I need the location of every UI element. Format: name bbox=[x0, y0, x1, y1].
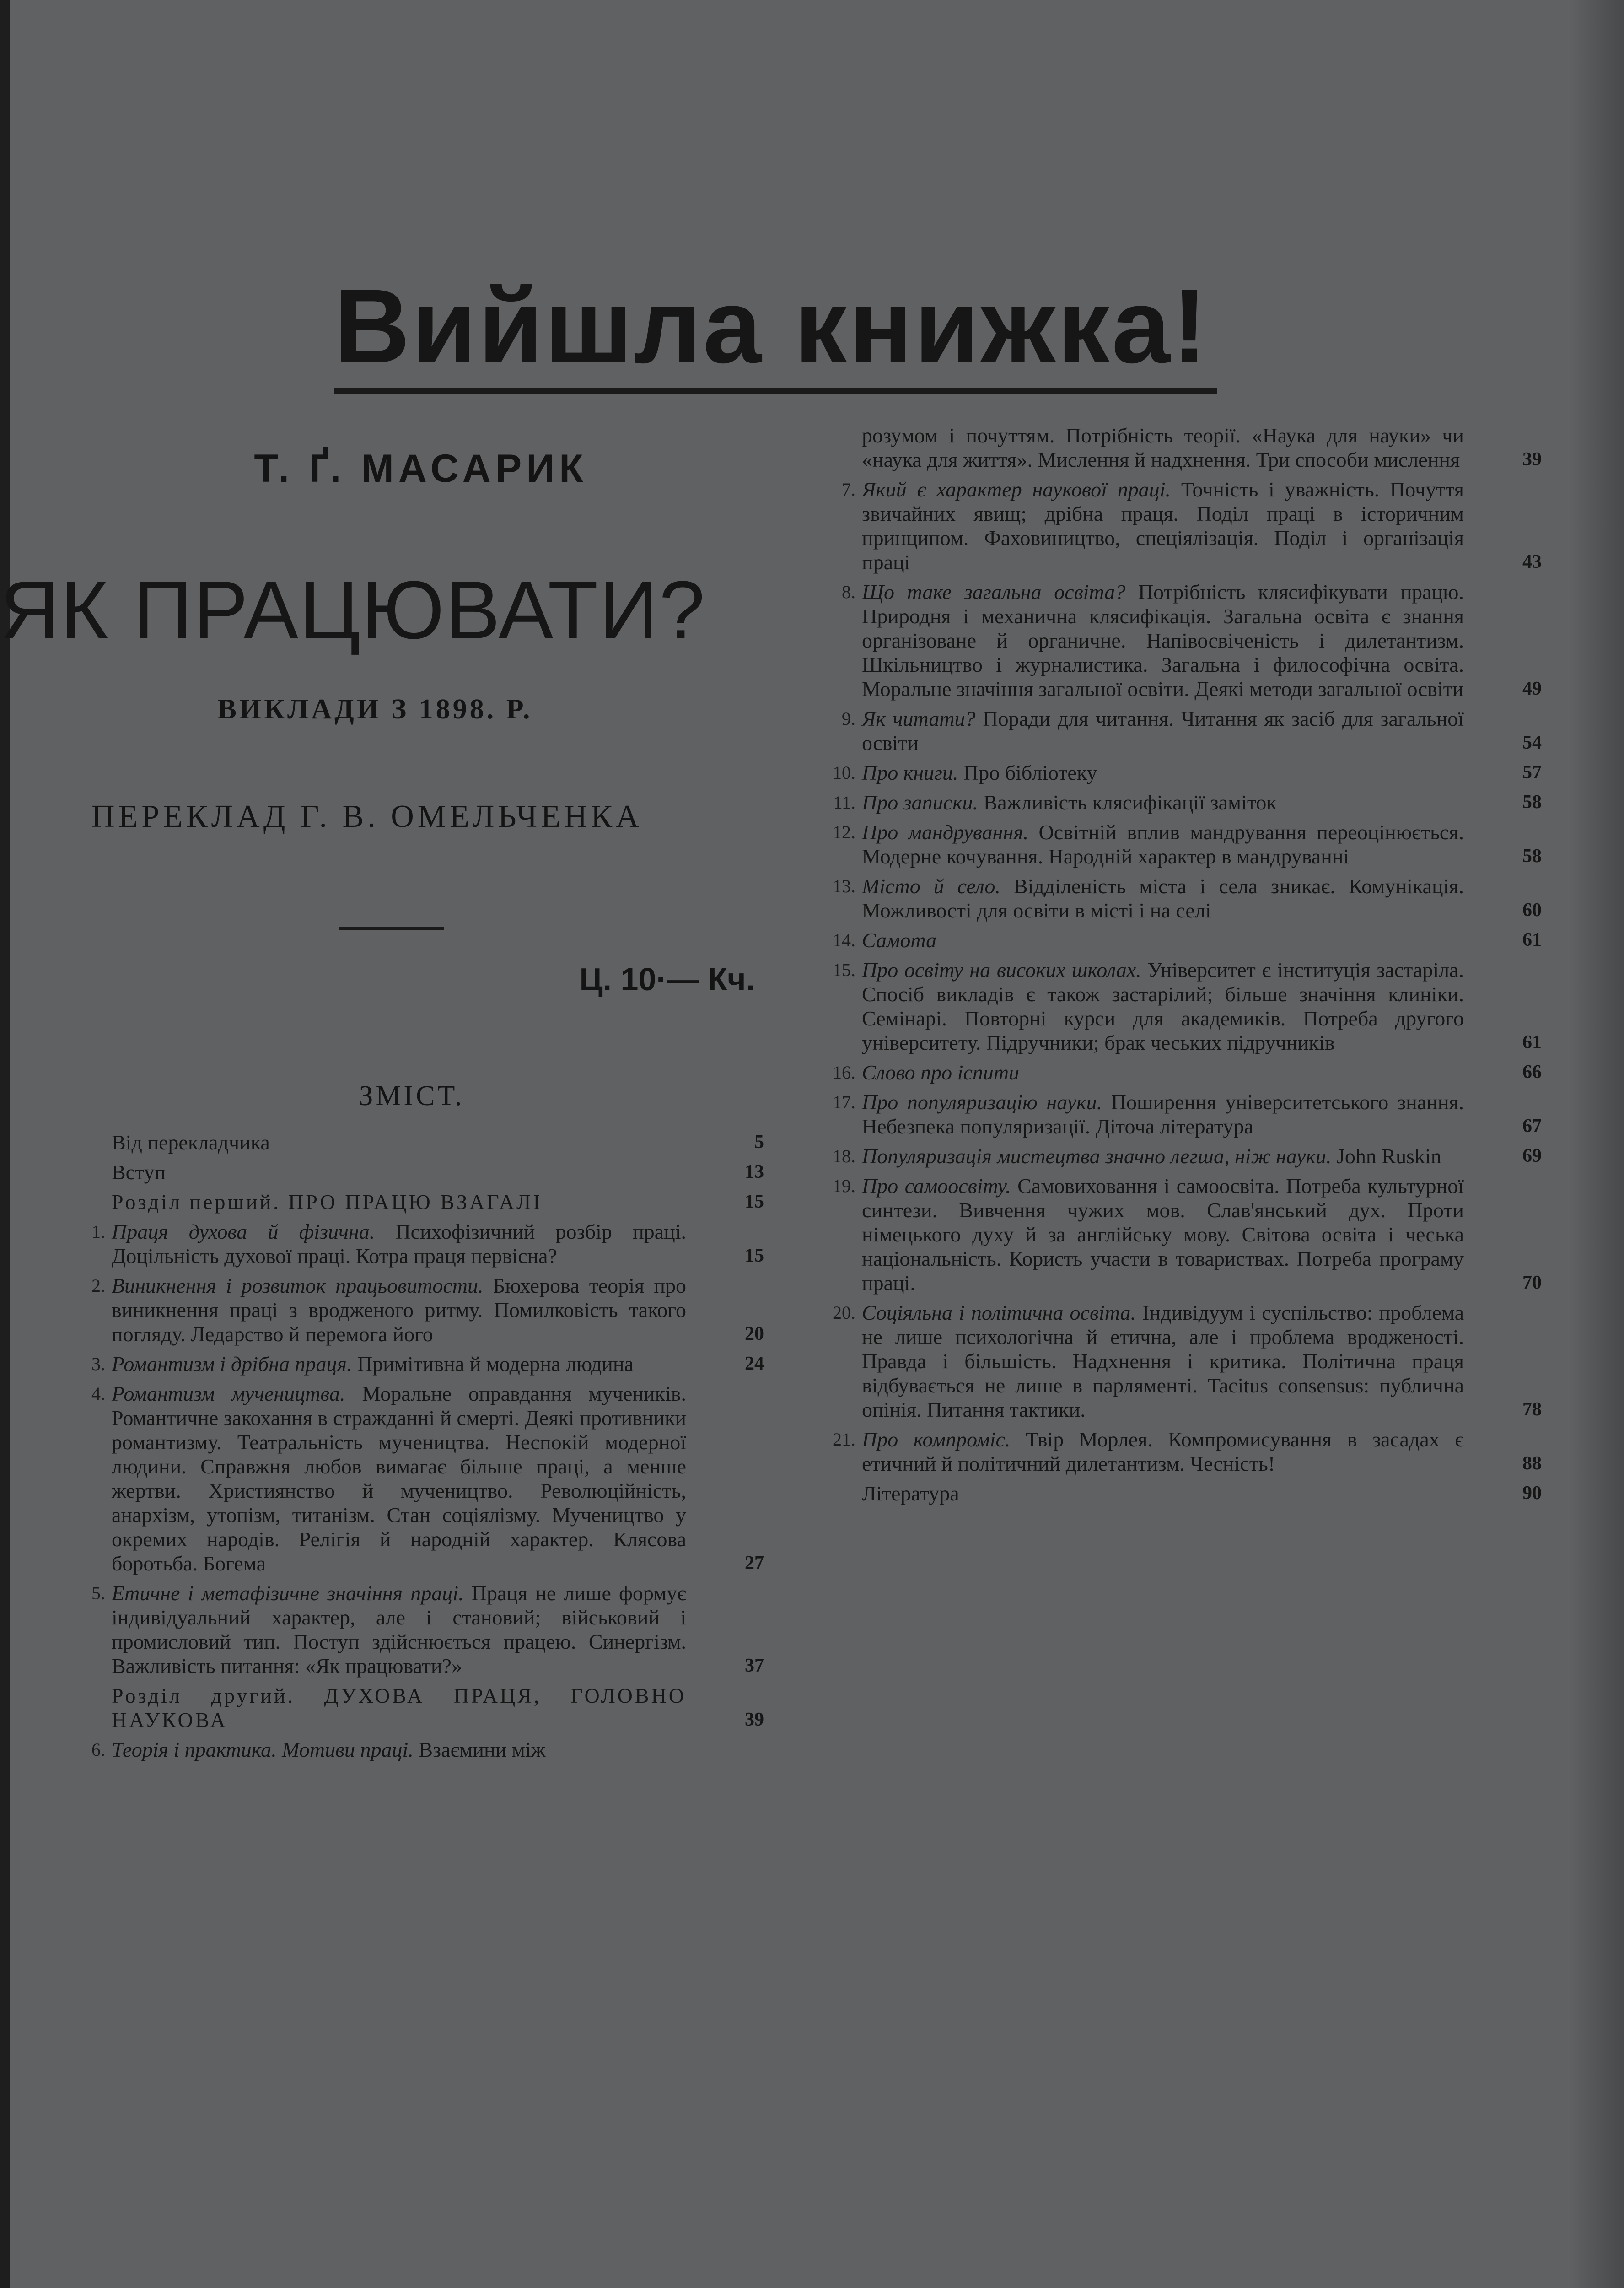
toc-entry-description: Відділеність міста і села зникає. Комунікація. Можливості для освіти в місті і на селі bbox=[862, 874, 1464, 922]
toc-entry-description: Праця не лише формує індивідуальний характер, але і становий; військовий і промисловий тип. Поступ здійснюється працею. Синергізм. Важливість питання: «Як працювати?» bbox=[112, 1581, 686, 1678]
toc-page-number: 69 bbox=[1522, 1145, 1542, 1166]
toc-entry bbox=[828, 820, 1542, 869]
toc-page-number: 88 bbox=[1522, 1453, 1542, 1474]
binding-edge bbox=[0, 0, 10, 2288]
toc-entry-title: Про популяризацію науки. bbox=[862, 1090, 1102, 1114]
toc-entry-number: 4. bbox=[91, 1383, 105, 1404]
toc-entry bbox=[78, 1352, 764, 1376]
toc-entry-description: Освітній вплив мандрування переоцінюється. Модерне кочування. Народній характер в мандруванні bbox=[862, 820, 1464, 868]
toc-entry-title: Романтизм і дрібна праця. bbox=[112, 1352, 352, 1376]
toc-entry-text bbox=[862, 928, 1464, 952]
book-title: ЯК ПРАЦЮВАТИ? bbox=[0, 564, 706, 656]
toc-entry-number: 1. bbox=[91, 1221, 105, 1242]
toc-entry-text bbox=[862, 1144, 1464, 1168]
toc-entry-title: Який є характер наукової праці. bbox=[862, 478, 1171, 501]
toc-entry-text bbox=[112, 1130, 686, 1155]
toc-entry-number: 6. bbox=[91, 1739, 105, 1760]
headline-rule bbox=[334, 388, 1217, 394]
toc-entry-number: 7. bbox=[842, 479, 855, 500]
toc-entry-description: Точність і уважність. Почуття звичайних явищ; дрібна праця. Поділ праці в історичним принципом. Фаховиництво, спеціялізація. Поділ і організація праці bbox=[862, 478, 1464, 574]
toc-page-number: 49 bbox=[1522, 678, 1542, 699]
toc-entry-text bbox=[862, 1174, 1464, 1295]
toc-entry bbox=[78, 1684, 764, 1732]
toc-entry-number: 10. bbox=[833, 762, 855, 783]
toc-page-number: 37 bbox=[745, 1655, 764, 1676]
toc-entry-text bbox=[862, 477, 1464, 574]
toc-entry-title: Місто й село. bbox=[862, 874, 1000, 898]
toc-entry-text bbox=[112, 1160, 686, 1184]
toc-page-number: 54 bbox=[1522, 732, 1542, 753]
toc-entry-text bbox=[112, 1581, 686, 1678]
toc-entry bbox=[828, 1144, 1542, 1168]
toc-entry bbox=[78, 1274, 764, 1346]
toc-entry-title: Як читати? bbox=[862, 707, 976, 730]
toc-page-number: 57 bbox=[1522, 762, 1542, 783]
toc-entry bbox=[78, 1381, 764, 1576]
toc-page-number: 67 bbox=[1522, 1116, 1542, 1137]
toc-entry-title: Слово про іспити bbox=[862, 1061, 1020, 1084]
toc-entry-description: Бюхерова теорія про виникнення праці з вродженого ритму. Помилковість такого погляду. Ледарство й перемога його bbox=[112, 1274, 687, 1346]
toc-entry-description: Розділ другий. ДУХОВА ПРАЦЯ, ГОЛОВНО НАУКОВА bbox=[112, 1684, 686, 1732]
toc-entry-title: Етичне і метафізичне значіння праці. bbox=[112, 1581, 464, 1605]
toc-entry-text bbox=[862, 1090, 1464, 1139]
toc-entry-title: Праця духова й фізична. bbox=[112, 1220, 375, 1243]
toc-entry-title: Самота bbox=[862, 928, 937, 952]
translation-credit: ПЕРЕКЛАД Г. В. ОМЕЛЬЧЕНКА bbox=[91, 799, 643, 834]
toc-entry bbox=[828, 958, 1542, 1055]
toc-page-number: 15 bbox=[745, 1191, 764, 1212]
toc-entry-description: Індивідуум і суспільство: проблема не лише психологічна й етична, але і проблема вродженості. Правда і більшість. Надхнення і критика. Політична праця відбувається не лише в парляменті. Tacitus consensus: публична опінія. Питання тактики. bbox=[862, 1301, 1464, 1421]
toc-page-number: 61 bbox=[1522, 929, 1542, 950]
toc-page-number: 58 bbox=[1522, 792, 1542, 813]
headline: Вийшла книжка! bbox=[334, 267, 1209, 385]
toc-entry-title: Про записки. bbox=[862, 791, 979, 814]
toc-page-number: 5 bbox=[754, 1132, 764, 1153]
toc-entry-text bbox=[112, 1190, 686, 1214]
toc-entry bbox=[828, 707, 1542, 755]
toc-entry-description: Важливість клясифікації заміток bbox=[983, 791, 1277, 814]
toc-entry-description: Взаємини між bbox=[419, 1738, 546, 1761]
toc-entry-text bbox=[862, 790, 1464, 815]
page-shadow bbox=[1569, 0, 1624, 2288]
toc-entry-description: Поширення університетського знання. Небезпека популяризації. Діточа література bbox=[862, 1090, 1464, 1138]
toc-entry-text bbox=[112, 1274, 686, 1346]
toc-entry bbox=[828, 1090, 1542, 1139]
toc-entry-number: 14. bbox=[833, 930, 855, 950]
toc-entry bbox=[828, 580, 1542, 701]
toc-entry-text bbox=[112, 1738, 686, 1762]
toc-entry-title: Про освіту на високих школах. bbox=[862, 958, 1141, 982]
toc-entry-text bbox=[862, 1300, 1464, 1422]
toc-entry-number: 15. bbox=[833, 960, 855, 980]
table-of-contents-left bbox=[78, 1130, 764, 1767]
toc-entry-title: Про компроміс. bbox=[862, 1428, 1011, 1451]
toc-entry bbox=[828, 874, 1542, 923]
toc-page-number: 60 bbox=[1522, 900, 1542, 921]
toc-entry-title: Що таке загальна освіта? bbox=[862, 580, 1126, 604]
toc-page-number: 70 bbox=[1522, 1272, 1542, 1293]
toc-page-number: 58 bbox=[1522, 846, 1542, 867]
toc-entry-description: Вступ bbox=[112, 1160, 166, 1184]
toc-page-number: 61 bbox=[1522, 1032, 1542, 1053]
toc-entry-title: Про книги. bbox=[862, 761, 958, 784]
toc-entry-number: 8. bbox=[842, 582, 855, 602]
table-of-contents-right bbox=[828, 423, 1542, 1511]
toc-entry-number: 19. bbox=[833, 1176, 855, 1196]
toc-entry bbox=[828, 1060, 1542, 1085]
toc-page-number: 78 bbox=[1522, 1399, 1542, 1420]
toc-page-number: 39 bbox=[1522, 449, 1542, 470]
toc-entry-text bbox=[862, 1060, 1464, 1085]
author-name: Т. Ґ. МАСАРИК bbox=[254, 447, 588, 491]
divider-rule bbox=[339, 927, 444, 930]
toc-entry-text bbox=[862, 707, 1464, 755]
toc-entry-text bbox=[862, 1427, 1464, 1476]
toc-page-number: 20 bbox=[745, 1323, 764, 1344]
toc-page-number: 90 bbox=[1522, 1483, 1542, 1504]
price: Ц. 10·— Кч. bbox=[579, 961, 755, 997]
toc-entry-number: 18. bbox=[833, 1146, 855, 1166]
toc-entry-title: Теорія і практика. Мотиви праці. bbox=[112, 1738, 414, 1761]
toc-page-number: 27 bbox=[745, 1553, 764, 1574]
toc-entry-text bbox=[862, 1481, 1464, 1506]
toc-entry-number: 16. bbox=[833, 1062, 855, 1083]
toc-entry-description: Примітивна й модерна людина bbox=[357, 1352, 634, 1376]
toc-entry-description: Література bbox=[862, 1482, 959, 1505]
toc-entry-number: 5. bbox=[91, 1583, 105, 1603]
toc-entry bbox=[828, 1481, 1542, 1506]
toc-entry-text bbox=[862, 958, 1464, 1055]
toc-entry-number: 20. bbox=[833, 1302, 855, 1323]
lectures-subtitle: ВИКЛАДИ З 1898. Р. bbox=[217, 694, 533, 725]
toc-entry-description: Психофізичний розбір праці. Доцільність духової праці. Котра праця первісна? bbox=[112, 1220, 686, 1268]
toc-entry-description: Твір Морлея. Компромисування в засадах є етичний й політичний дилетантизм. Чесність! bbox=[862, 1428, 1464, 1475]
toc-entry-description: Потрібність клясифікувати працю. Природня і механична клясифікація. Загальна освіта є знання організоване й органичне. Напівосвіченість і дилетантизм. Шкільництво і журналистика. Загальна і философічна освіта. Моральне значіння загальної освіти. Деякі методи загальної освіти bbox=[862, 580, 1464, 701]
toc-entry-text bbox=[112, 1381, 686, 1576]
toc-entry bbox=[78, 1581, 764, 1678]
toc-entry bbox=[828, 1300, 1542, 1422]
toc-entry-number: 17. bbox=[833, 1092, 855, 1112]
toc-entry bbox=[78, 1190, 764, 1214]
toc-entry-number: 13. bbox=[833, 876, 855, 896]
toc-entry bbox=[78, 1130, 764, 1155]
toc-entry-number: 12. bbox=[833, 822, 855, 842]
toc-entry-title: Популяризація мистецтва значно легша, ніж науки. bbox=[862, 1144, 1332, 1168]
toc-page-number: 24 bbox=[745, 1353, 764, 1374]
toc-entry bbox=[78, 1160, 764, 1184]
toc-page-number: 15 bbox=[745, 1245, 764, 1266]
toc-entry bbox=[828, 790, 1542, 815]
toc-entry-text bbox=[862, 820, 1464, 869]
toc-entry-description: Університет є інституція застаріла. Спосіб викладів є також застарілий; більше значіння клиніки. Семінарі. Повторні курси для академиків. Потреба другого університету. Підручники; брак чеських підручників bbox=[862, 958, 1464, 1054]
toc-entry-text bbox=[862, 580, 1464, 701]
toc-entry bbox=[828, 423, 1542, 472]
toc-entry-number: 11. bbox=[833, 792, 855, 813]
toc-entry bbox=[828, 928, 1542, 952]
toc-entry-number: 2. bbox=[91, 1275, 105, 1296]
toc-entry bbox=[828, 1427, 1542, 1476]
toc-page-number: 13 bbox=[745, 1161, 764, 1182]
toc-entry-title: Про мандрування. bbox=[862, 820, 1029, 844]
toc-entry-description: Моральне оправдання мучеників. Романтичне закохання в стражданні й смерті. Деякі противники романтизму. Театральність мучеництва. Неспокій модерної людини. Справжня любов вимагає більше праці, а менше жертви. Християнство й мучеництво. Революційність, анархізм, утопізм, титанізм. Стан соціялізму. Мучеництво у окремих народів. Релігія й народній характер. Клясова боротьба. Богема bbox=[112, 1382, 686, 1575]
toc-entry-text bbox=[862, 761, 1464, 785]
toc-entry-description: розумом і почуттям. Потрібність теорії. «Наука для науки» чи «наука для життя». Мислення й надхнення. Три способи мислення bbox=[862, 424, 1464, 471]
toc-entry-text bbox=[112, 1352, 686, 1376]
toc-entry-title: Про самоосвіту. bbox=[862, 1174, 1011, 1198]
toc-page-number: 39 bbox=[745, 1709, 764, 1730]
toc-entry-description: Самовиховання і самоосвіта. Потреба культурної синтези. Вивчення чужих мов. Слав'янський дух. Проти німецького духу й за англійську мову. Світова освіта і чеська національність. Користь участи в товариствах. Потреба програму праці. bbox=[862, 1174, 1464, 1295]
toc-entry-text bbox=[862, 874, 1464, 923]
toc-entry bbox=[828, 1174, 1542, 1295]
toc-page-number: 66 bbox=[1522, 1062, 1542, 1083]
toc-entry-description: Поради для читання. Читання як засіб для загальної освіти bbox=[862, 707, 1464, 755]
toc-entry-number: 9. bbox=[842, 708, 855, 729]
contents-heading: ЗМІСТ. bbox=[359, 1080, 465, 1112]
toc-entry bbox=[828, 761, 1542, 785]
toc-entry-title: Соціяльна і політична освіта. bbox=[862, 1301, 1136, 1324]
toc-page-number: 43 bbox=[1522, 551, 1542, 572]
toc-entry-description: John Ruskin bbox=[1337, 1144, 1441, 1168]
toc-entry bbox=[78, 1738, 764, 1762]
toc-entry-text bbox=[112, 1220, 686, 1268]
toc-entry bbox=[78, 1220, 764, 1268]
toc-entry bbox=[828, 477, 1542, 574]
toc-entry-description: Від перекладчика bbox=[112, 1131, 270, 1154]
toc-entry-title: Виникнення і розвиток працьовитости. bbox=[112, 1274, 484, 1297]
toc-entry-description: Про бібліотеку bbox=[963, 761, 1097, 784]
toc-entry-description: Розділ перший. ПРО ПРАЦЮ ВЗАГАЛІ bbox=[112, 1190, 543, 1214]
toc-entry-text bbox=[862, 423, 1464, 472]
toc-entry-text bbox=[112, 1684, 686, 1732]
toc-entry-title: Романтизм мучеництва. bbox=[112, 1382, 345, 1405]
toc-entry-number: 3. bbox=[91, 1354, 105, 1374]
toc-entry-number: 21. bbox=[833, 1429, 855, 1450]
